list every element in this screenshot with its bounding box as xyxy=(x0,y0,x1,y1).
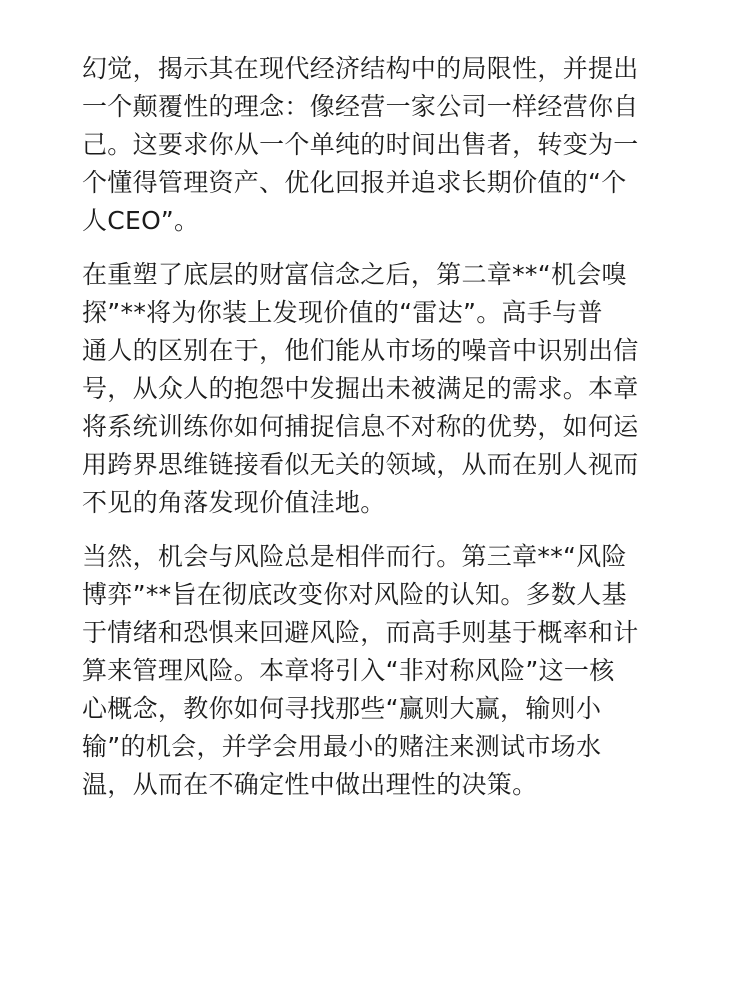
paragraph-3 xyxy=(82,538,672,804)
text-line: 心概念，教你如何寻找那些“赢则大赢，输则小 xyxy=(82,694,602,723)
text-line: 一个颠覆性的理念：像经营一家公司一样经营你自 xyxy=(82,92,639,121)
text-line: 在重塑了底层的财富信念之后，第二章**“机会嗅 xyxy=(82,260,627,289)
text-line: 号，从众人的抱怨中发掘出未被满足的需求。本章 xyxy=(82,374,639,403)
text-line: 不见的角落发现价值洼地。 xyxy=(82,488,386,517)
text-line: 当然，机会与风险总是相伴而行。第三章**“风险 xyxy=(82,542,627,571)
text-line: 将系统训练你如何捕捉信息不对称的优势，如何运 xyxy=(82,412,639,441)
text-line: 输”的机会，并学会用最小的赌注来测试市场水 xyxy=(82,732,602,761)
text-line: 用跨界思维链接看似无关的领域，从而在别人视而 xyxy=(82,450,639,479)
text-line: 温，从而在不确定性中做出理性的决策。 xyxy=(82,770,538,799)
text-line: 探”**将为你装上发现价值的“雷达”。高手与普 xyxy=(82,298,603,327)
text-line: 幻觉，揭示其在现代经济结构中的局限性，并提出 xyxy=(82,54,639,83)
text-line: 己。这要求你从一个单纯的时间出售者，转变为一 xyxy=(82,130,639,159)
text-line: 通人的区别在于，他们能从市场的噪音中识别出信 xyxy=(82,336,639,365)
paragraph-1 xyxy=(82,50,672,240)
text-line: 博弈”**旨在彻底改变你对风险的认知。多数人基 xyxy=(82,580,627,609)
paragraph-2 xyxy=(82,256,672,522)
text-line: 个懂得管理资产、优化回报并追求长期价值的“个 xyxy=(82,168,627,197)
text-line: 算来管理风险。本章将引入“非对称风险”这一核 xyxy=(82,656,615,685)
body-text xyxy=(82,50,672,804)
text-line: 人CEO”。 xyxy=(82,206,200,235)
text-line: 于情绪和恐惧来回避风险，而高手则基于概率和计 xyxy=(82,618,639,647)
